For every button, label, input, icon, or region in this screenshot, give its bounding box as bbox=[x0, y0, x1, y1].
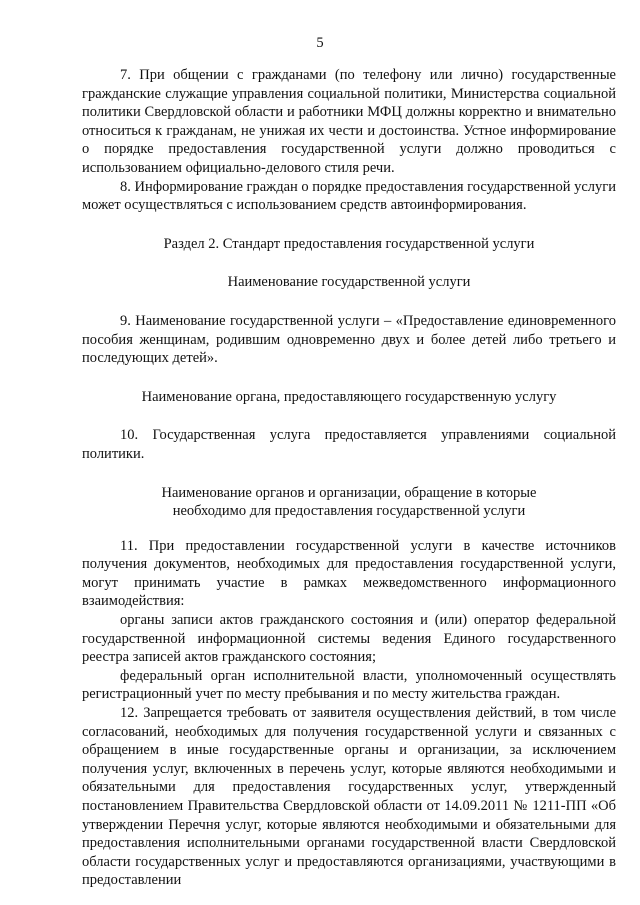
paragraph-9: 9. Наименование государственной услуги – «Предоставление единовременного пособия женщинам, родившим одновременно двух и более детей либо третьего и последующих детей». bbox=[82, 312, 616, 367]
subheading-providing-body: Наименование органа, предоставляющего государственную услугу bbox=[141, 388, 557, 405]
subheading-organizations: Наименование органов и организации, обращение в которые необходимо для предоставления государственной услуги bbox=[161, 484, 537, 520]
paragraph-7: 7. При общении с гражданами (по телефону или лично) государственные гражданские служащие управления социальной политики, Министерства социальной политики Свердловской области и работники МФЦ должны корректно и внимательно относиться к гражданам, не унижая их чести и достоинства. Устное информирование о порядке предоставления государственной услуги должно проводиться с использованием официально-делового стиля речи. bbox=[82, 67, 616, 176]
page-number: 5 bbox=[316, 35, 324, 51]
section-heading: Раздел 2. Стандарт предоставления государственной услуги bbox=[163, 235, 535, 252]
paragraph-12: 12. Запрещается требовать от заявителя осуществления действий, в том числе согласований, необходимых для получения государственной услуги и связанных с обращением в иные государственные органы и организации, за исключением получения услуг, включенных в перечень услуг, которые являются необходимыми и обязательными для предоставления государственных услуг, утвержденный постановлением Правительства Свердловской области от 14.09.2011 № 1211-ПП «Об утверждении Перечня услуг, которые являются необходимыми и обязательными для предоставления исполнительными органами государственной власти Свердловской области государственных услуг и предоставляются организациями, участвующими в предоставлении bbox=[82, 705, 616, 889]
paragraph-11-item-2: федеральный орган исполнительной власти, уполномоченный осуществлять регистрационный учет по месту пребывания и по месту жительства граждан. bbox=[82, 667, 616, 703]
paragraph-11-item-1: органы записи актов гражданского состояния и (или) оператор федеральной государственной информационной системы ведения Единого государственного реестра записей актов гражданского состояния; bbox=[82, 612, 616, 666]
paragraph-8: 8. Информирование граждан о порядке предоставления государственной услуги может осуществляться с использованием средств автоинформирования. bbox=[82, 178, 616, 214]
subheading-service-name: Наименование государственной услуги bbox=[227, 274, 471, 291]
document-body bbox=[82, 66, 616, 890]
paragraph-11: 11. При предоставлении государственной услуги в качестве источников получения документов, необходимых для предоставления государственной услуги, могут принимать участие в рамках межведомственного информационного взаимодействия: bbox=[82, 537, 616, 610]
paragraph-10: 10. Государственная услуга предоставляется управлениями социальной политики. bbox=[82, 427, 616, 462]
